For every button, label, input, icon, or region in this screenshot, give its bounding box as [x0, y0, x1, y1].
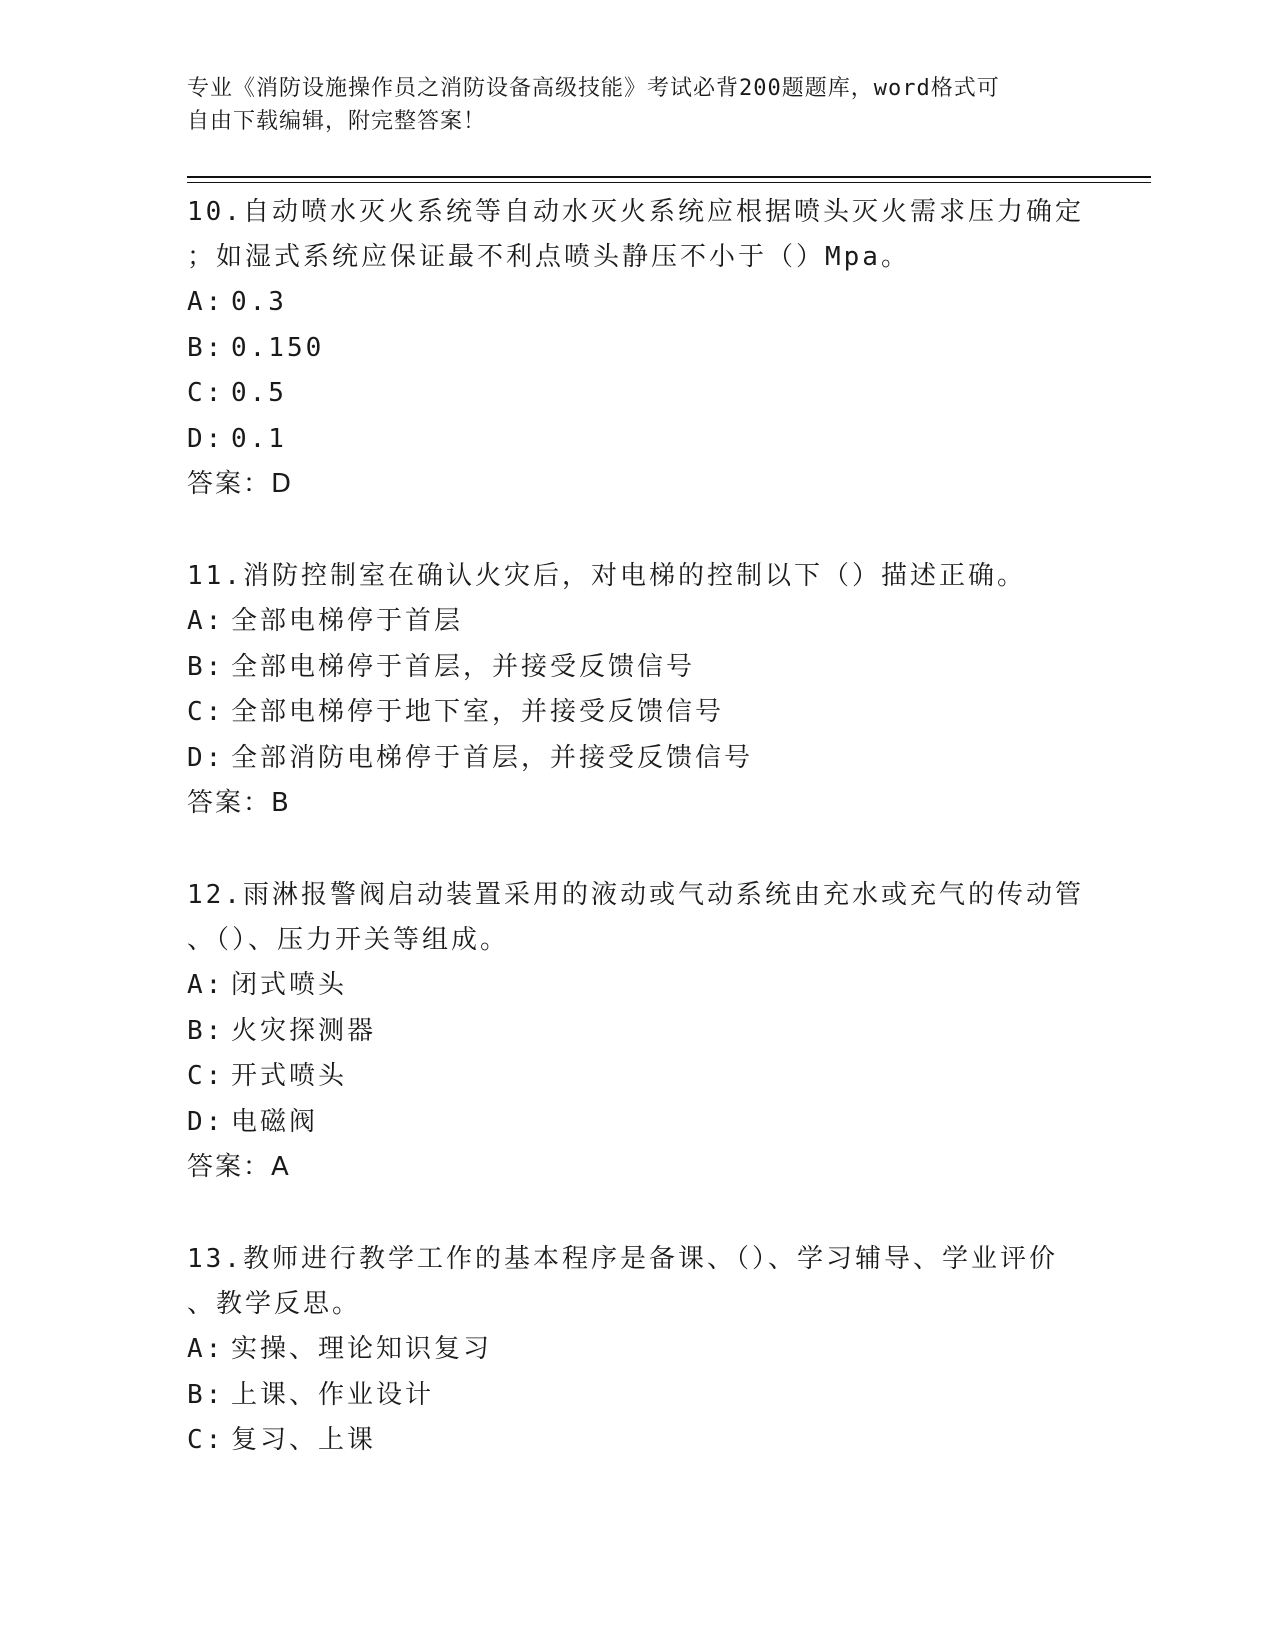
question-stem-line-2: 、（）、压力开关等组成。 — [187, 925, 510, 955]
option-b — [187, 1373, 1087, 1419]
option-key: C: — [187, 378, 225, 408]
option-key: D: — [187, 1106, 225, 1137]
question-spacer — [187, 826, 1087, 873]
option-text: 全部电梯停于地下室，并接受反馈信号 — [231, 697, 725, 727]
option-a — [187, 1327, 1087, 1373]
option-c — [187, 371, 1087, 417]
option-text: 火灾探测器 — [231, 1015, 377, 1046]
question-stem-line-1: 13.教师进行教学工作的基本程序是备课、（）、学习辅导、学业评价 — [187, 1244, 1058, 1274]
option-a — [187, 599, 1087, 645]
option-key: A: — [187, 287, 225, 317]
option-c — [187, 690, 1087, 736]
option-d — [187, 736, 1087, 782]
option-text: 0.150 — [231, 332, 325, 363]
question-13 — [187, 1237, 1087, 1464]
question-spacer — [187, 1190, 1087, 1237]
option-text: 开式喷头 — [231, 1061, 348, 1091]
option-key: B: — [187, 1379, 225, 1410]
option-text: 复习、上课 — [231, 1425, 377, 1455]
question-stem-line-1: 10.自动喷水灭火系统等自动水灭火系统应根据喷头灭火需求压力确定 — [187, 197, 1084, 227]
question-list — [187, 190, 1087, 1464]
option-text: 0.5 — [231, 378, 287, 408]
option-key: A: — [187, 970, 225, 1000]
option-a — [187, 963, 1087, 1009]
question-spacer — [187, 507, 1087, 554]
option-key: B: — [187, 651, 225, 682]
option-key: B: — [187, 1015, 225, 1046]
option-text: 全部消防电梯停于首层，并接受反馈信号 — [231, 742, 754, 773]
option-b — [187, 645, 1087, 691]
question-12 — [187, 873, 1087, 1190]
option-key: D: — [187, 423, 225, 454]
header-divider-thin — [187, 182, 1151, 183]
option-text: 电磁阀 — [231, 1106, 319, 1137]
header-line-2: 自由下载编辑，附完整答案！ — [187, 109, 487, 134]
option-text: 0.3 — [231, 287, 287, 317]
question-stem-line-1: 12.雨淋报警阀启动装置采用的液动或气动系统由充水或充气的传动管 — [187, 880, 1084, 910]
question-stem-line-1: 11.消防控制室在确认火灾后，对电梯的控制以下（）描述正确。 — [187, 561, 1026, 591]
option-key: A: — [187, 1334, 225, 1364]
option-key: A: — [187, 606, 225, 636]
option-key: C: — [187, 1425, 225, 1455]
option-c — [187, 1418, 1087, 1464]
option-d — [187, 417, 1087, 463]
answer-line: 答案：D — [187, 469, 294, 499]
option-b — [187, 1009, 1087, 1055]
question-stem-line-2: ；如湿式系统应保证最不利点喷头静压不小于（）Mpa。 — [187, 242, 910, 272]
option-text: 上课、作业设计 — [231, 1379, 435, 1410]
document-header — [187, 72, 1087, 138]
option-text: 全部电梯停于首层，并接受反馈信号 — [231, 651, 696, 682]
option-a — [187, 280, 1087, 326]
question-11 — [187, 554, 1087, 826]
option-text: 闭式喷头 — [231, 970, 348, 1000]
question-10 — [187, 190, 1087, 507]
answer-line: 答案：A — [187, 1152, 291, 1182]
option-b — [187, 326, 1087, 372]
option-d — [187, 1100, 1087, 1146]
option-key: C: — [187, 1061, 225, 1091]
header-line-1: 专业《消防设施操作员之消防设备高级技能》考试必背200题题库，word格式可 — [187, 76, 1000, 101]
option-text: 全部电梯停于首层 — [231, 606, 464, 636]
answer-line: 答案：B — [187, 788, 291, 818]
option-text: 0.1 — [231, 423, 287, 454]
option-key: D: — [187, 742, 225, 773]
option-text: 实操、理论知识复习 — [231, 1334, 493, 1364]
header-divider-thick — [187, 176, 1151, 178]
option-key: C: — [187, 697, 225, 727]
option-key: B: — [187, 332, 225, 363]
question-stem-line-2: 、教学反思。 — [187, 1289, 362, 1319]
option-c — [187, 1054, 1087, 1100]
